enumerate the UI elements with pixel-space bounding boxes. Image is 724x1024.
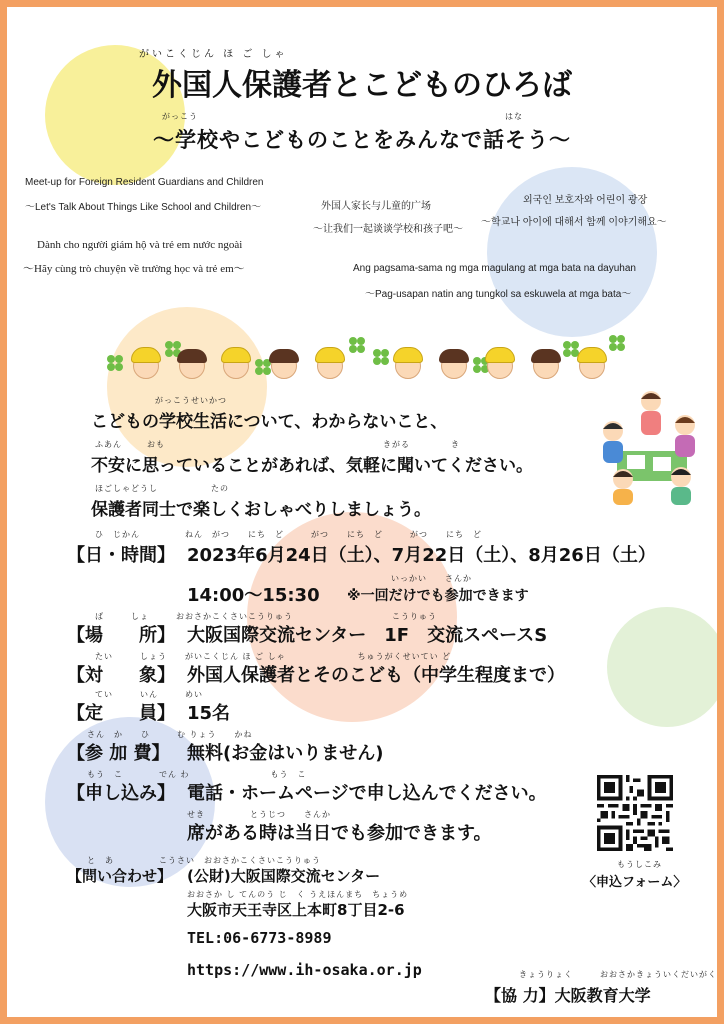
page-title: 外国人保護者とこどものひろば [152,68,572,103]
english-title: Meet-up for Foreign Resident Guardians and Children [25,177,264,188]
contact-address: 大阪市天王寺区上本町8丁目2-6 [187,901,405,919]
vietnamese-subtitle: 〜Hãy cùng trò chuyện về trường học và trẻ em〜 [23,263,245,275]
cooperation-ruby: きょうりょく おおさかきょういくだいがく [519,970,717,979]
fee-value: 無料(お金はいりません) [187,743,384,764]
contact-org: (公財)大阪国際交流センター [187,867,381,885]
message-ruby-2a: ふあん [95,440,122,449]
place-ruby: ば しょ おおさかこくさいこうりゅう こうりゅう [95,612,437,621]
time-note: ※一回だけでも参加できます [347,588,529,604]
child-icon [265,345,301,381]
tagalog-title: Ang pagsama-sama ng mga magulang at mga bata na dayuhan [353,263,636,274]
message-ruby-2b: おも [147,440,165,449]
contact-url[interactable]: https://www.ih-osaka.or.jp [187,961,422,979]
child-icon [481,345,517,381]
apply-label: 【申し込み】 [67,783,175,804]
time-value: 14:00〜15:30 [187,585,320,606]
chinese-subtitle: 〜让我们一起谈谈学校和孩子吧〜 [313,224,463,235]
place-label: 【場 所】 [67,625,175,646]
capacity-value: 15名 [187,703,231,724]
qr-label-ruby: もうしこみ [617,860,662,869]
message-ruby-1: がっこうせいかつ [155,396,227,405]
time-ruby: いっかい さんか [391,574,472,583]
contact-ruby: と あ こうさい おおさかこくさいこうりゅう [87,856,321,865]
qr-code[interactable] [597,775,673,851]
decor-circle-peach [107,307,267,467]
decor-circle-green [607,607,724,727]
group-talking-illustration [597,389,705,507]
subtitle-ruby-2: はな [505,112,523,121]
message-line-2: 不安に思っていることがあれば、気軽に聞いてください。 [91,456,533,476]
clover-icon [609,335,625,351]
child-icon [389,345,425,381]
child-icon [217,345,253,381]
target-value: 外国人保護者とそのこども（中学生程度まで） [187,665,565,686]
apply-ruby: もう こ でん わ もう こ [87,770,307,779]
date-label: 【日・時間】 [67,545,175,566]
vietnamese-title: Dành cho người giám hộ và trẻ em nước ngoài [37,239,243,251]
child-icon [311,345,347,381]
apply-value-1: 電話・ホームページで申し込んでください。 [187,783,547,804]
contact-address-ruby: おおさか し てんのう じ く うえほんまち ちょうめ [187,890,409,899]
child-icon [573,345,609,381]
cooperation-credit: 【協 力】大阪教育大学 [485,986,651,1005]
clover-icon [349,337,365,353]
message-ruby-3b: たの [211,484,229,493]
english-subtitle: 〜Let's Talk About Things Like School and Children〜 [25,202,262,213]
child-icon [173,345,209,381]
capacity-label: 【定 員】 [67,703,175,724]
target-label: 【対 象】 [67,665,175,686]
fee-label: 【参 加 費】 [67,743,170,764]
date-value: 2023年6月24日（土）、7月22日（土）、8月26日（土） [187,545,656,566]
child-icon [527,345,563,381]
child-icon [127,345,163,381]
korean-subtitle: 〜학교나 아이에 대해서 함께 이야기해요〜 [481,217,667,228]
korean-title: 외국인 보호자와 어린이 광장 [523,195,648,206]
date-ruby: ひ じかん ねん がつ にち ど がつ にち ど がつ にち ど [95,530,482,539]
title-ruby: がいこくじん ほ ご しゃ [139,49,288,60]
target-ruby: たい しょう がいこくじん ほ ご しゃ ちゅうがくせいてい ど [95,652,452,661]
message-line-1: こどもの学校生活について、わからないこと、 [91,412,448,432]
subtitle-ruby-1: がっこう [162,112,198,121]
message-ruby-2d: き [451,440,460,449]
children-illustration [107,335,627,387]
page-subtitle: 〜学校やこどものことをみんなで話そう〜 [153,128,571,152]
clover-icon [107,355,123,371]
message-ruby-2c: きがる [383,440,410,449]
qr-label: 〈申込フォーム〉 [583,875,687,890]
contact-phone: TEL:06-6773-8989 [187,929,332,947]
fee-ruby: さん か ひ む りょう かね [87,730,253,739]
apply-ruby-2: せき とうじつ さんか [187,810,331,819]
message-ruby-3a: ほごしゃどうし [95,484,158,493]
contact-label: 【問い合わせ】 [67,867,173,885]
place-value: 大阪国際交流センター 1F 交流スペースS [187,625,548,646]
tagalog-subtitle: 〜Pag-usapan natin ang tungkol sa eskuwela at mga bata〜 [365,289,632,300]
capacity-ruby: てい いん めい [95,690,203,699]
clover-icon [373,349,389,365]
apply-value-2: 席がある時は当日でも参加できます。 [187,823,492,844]
chinese-title: 外国人家长与儿童的广场 [321,201,431,212]
message-line-3: 保護者同士で楽しくおしゃべりしましょう。 [91,500,431,520]
child-icon [435,345,471,381]
